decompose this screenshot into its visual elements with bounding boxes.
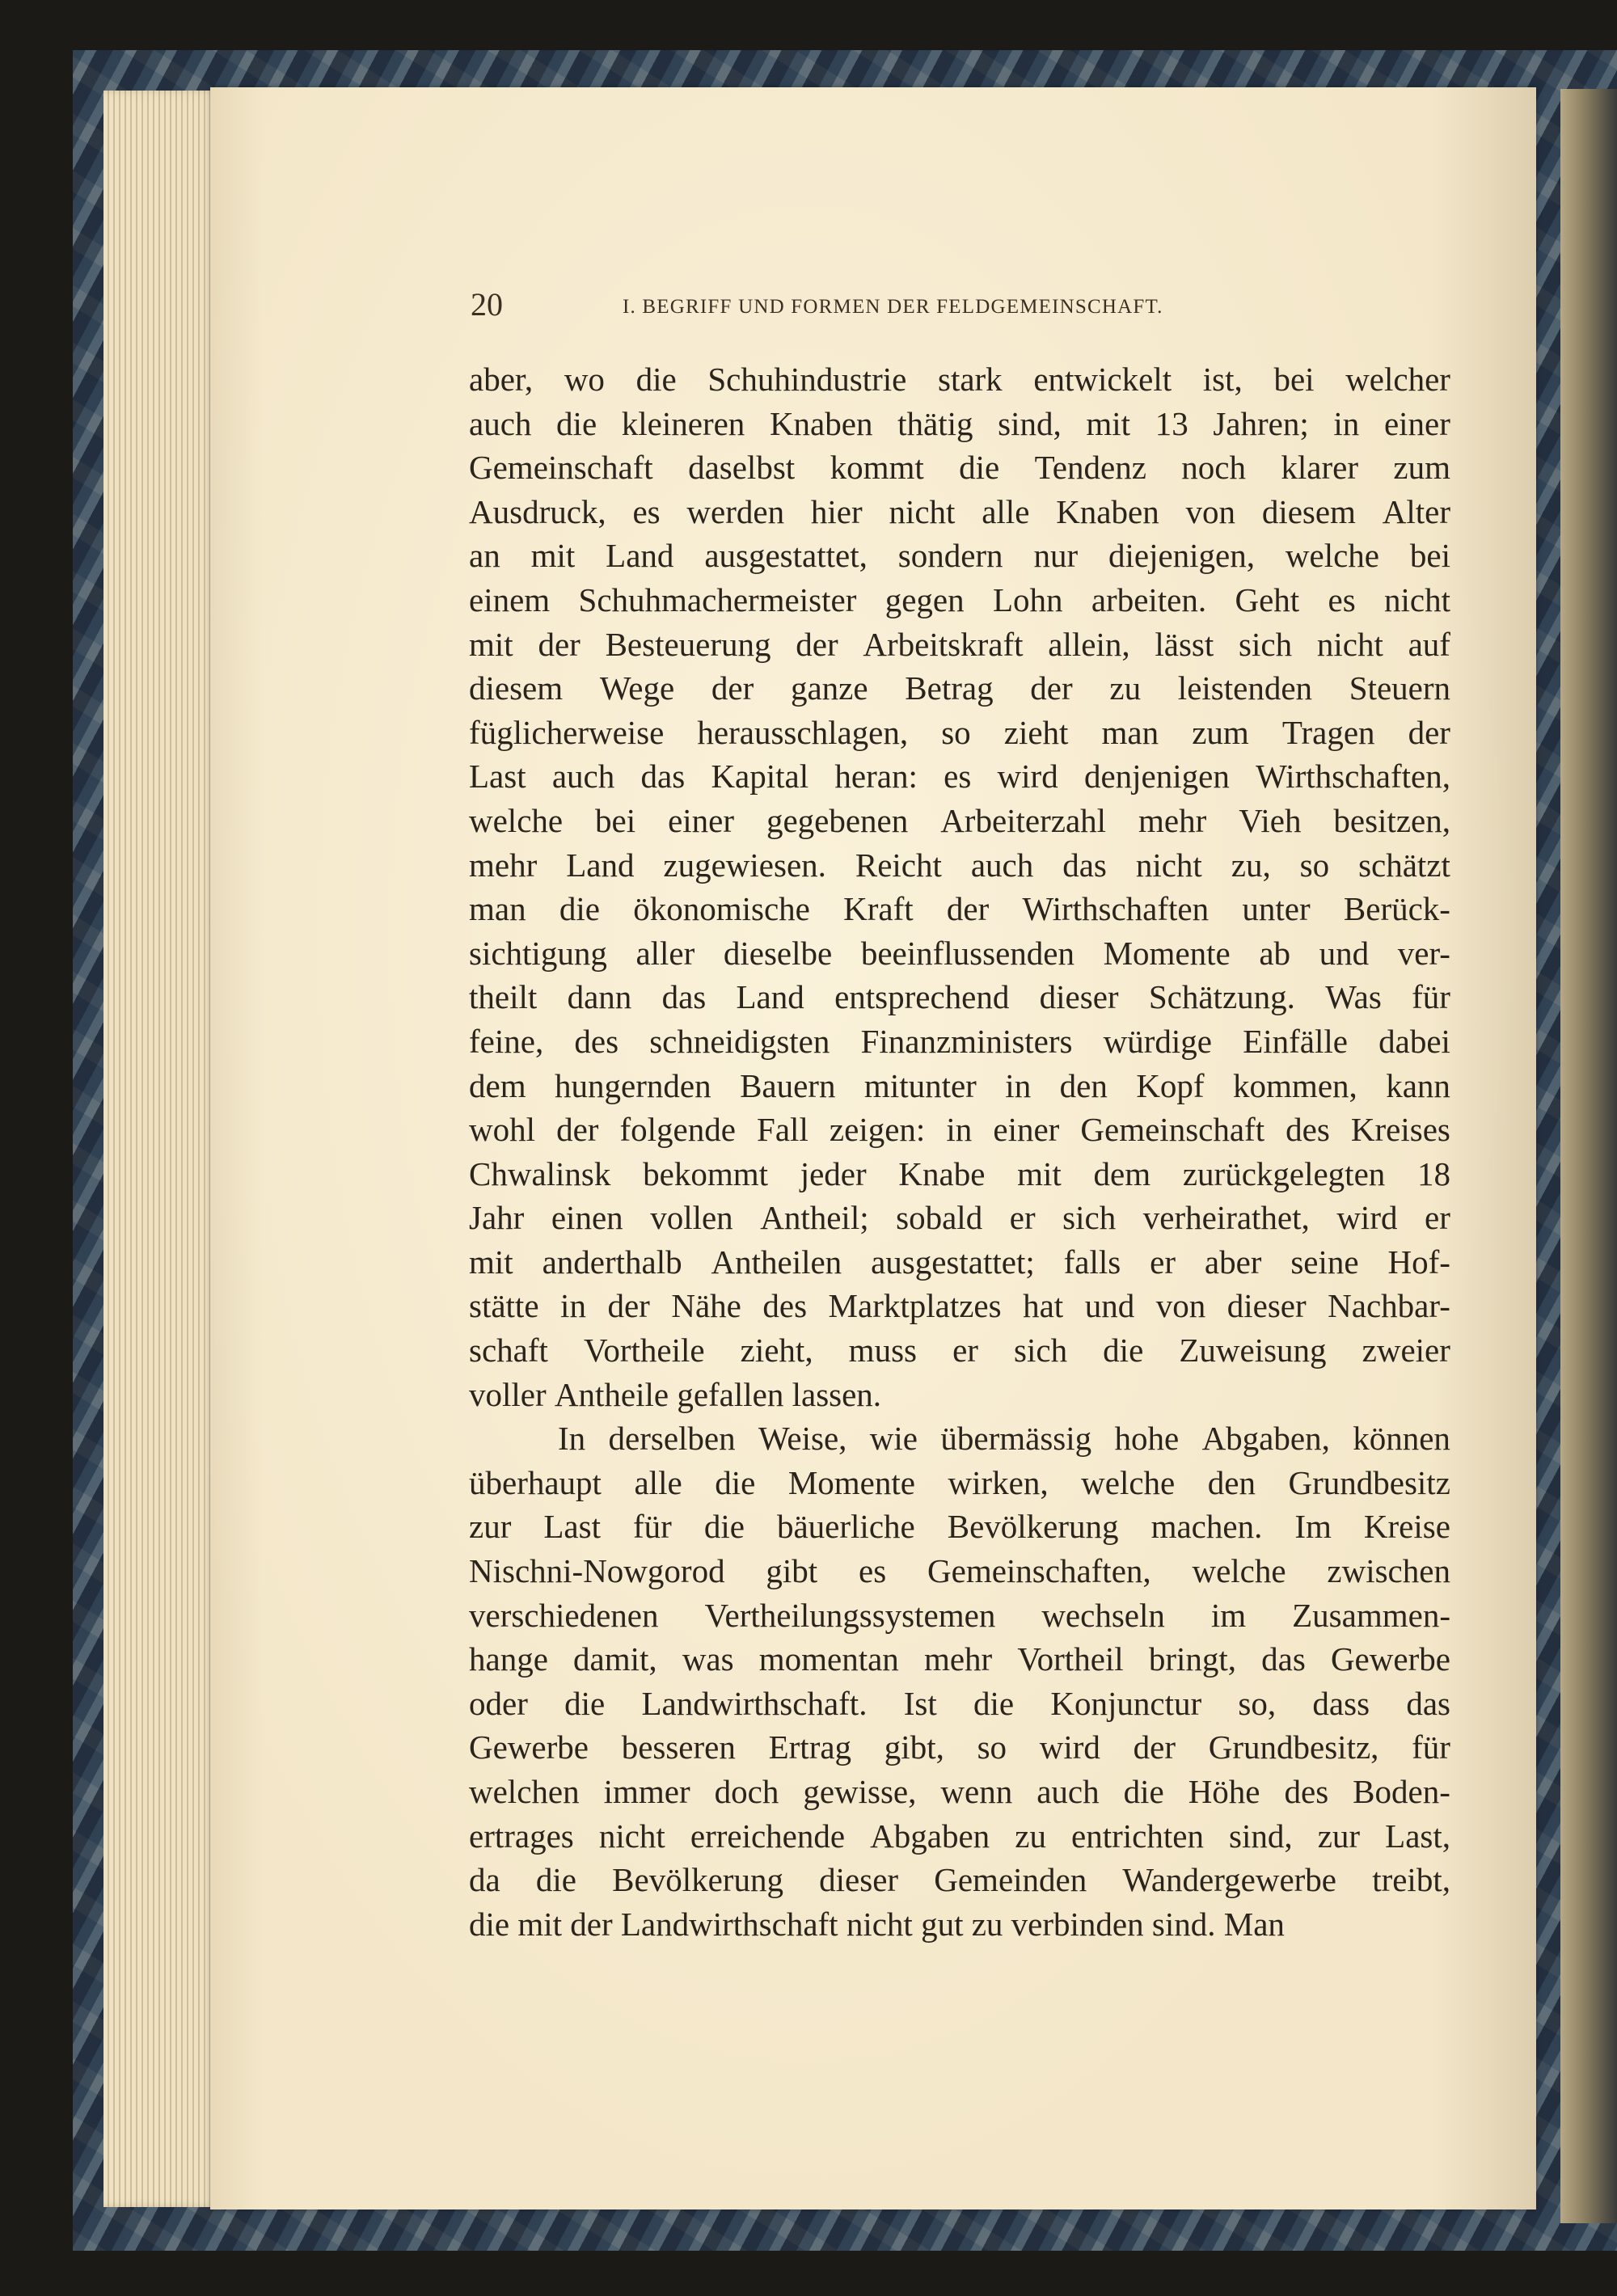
text-line: überhaupt alle die Momente wirken, welche den Grundbesitz <box>469 1463 1450 1501</box>
text-line: feine, des schneidigsten Finanzministers würdige Einfälle dabei <box>469 1022 1450 1060</box>
text-line: einem Schuhmachermeister gegen Lohn arbeiten. Geht es nicht <box>469 580 1450 618</box>
chapter-title: I. BEGRIFF UND FORMEN DER FELDGEMEINSCHAFT. <box>623 296 1163 318</box>
text-line: Jahr einen vollen Antheil; sobald er sich verheirathet, wird er <box>469 1199 1450 1237</box>
text-line: hange damit, was momentan mehr Vortheil bringt, das Gewerbe <box>469 1640 1450 1678</box>
text-line: da die Bevölkerung dieser Gemeinden Wandergewerbe treibt, <box>469 1861 1450 1899</box>
text-line: an mit Land ausgestattet, sondern nur diejenigen, welche bei <box>469 537 1450 575</box>
text-line: Gemeinschaft daselbst kommt die Tendenz noch klarer zum <box>469 449 1450 487</box>
text-line: wohl der folgende Fall zeigen: in einer Gemeinschaft des Kreises <box>469 1111 1450 1149</box>
text-line: sichtigung aller dieselbe beeinflussenden Momente ab und ver- <box>469 934 1450 972</box>
text-line: füglicherweise herausschlagen, so zieht man zum Tragen der <box>469 713 1450 751</box>
text-line: dem hungernden Bauern mitunter in den Kopf kommen, kann <box>469 1066 1450 1104</box>
body-text <box>469 357 1450 1946</box>
text-line: oder die Landwirthschaft. Ist die Konjunctur so, dass das <box>469 1684 1450 1722</box>
text-line: verschiedenen Vertheilungssystemen wechseln im Zusammen- <box>469 1596 1450 1634</box>
text-line: Nischni-Nowgorod gibt es Gemeinschaften, welche zwischen <box>469 1552 1450 1590</box>
text-line: Last auch das Kapital heran: es wird denjenigen Wirthschaften, <box>469 758 1450 796</box>
text-line: In derselben Weise, wie übermässig hohe Abgaben, können <box>558 1420 1450 1458</box>
running-head <box>471 285 1311 325</box>
text-line: schaft Vortheile zieht, muss er sich die Zuweisung zweier <box>469 1332 1450 1370</box>
book-cover-edge <box>1560 89 1617 2223</box>
text-line: ertrages nicht erreichende Abgaben zu entrichten sind, zur Last, <box>469 1817 1450 1855</box>
page-edges <box>103 91 225 2207</box>
text-line: stätte in der Nähe des Marktplatzes hat und von dieser Nachbar- <box>469 1287 1450 1325</box>
text-line: die mit der Landwirthschaft nicht gut zu verbinden sind. Man <box>469 1905 1285 1943</box>
text-line: welchen immer doch gewisse, wenn auch die Höhe des Boden- <box>469 1773 1450 1810</box>
text-line: auch die kleineren Knaben thätig sind, mit 13 Jahren; in einer <box>469 404 1450 442</box>
text-line: diesem Wege der ganze Betrag der zu leistenden Steuern <box>469 669 1450 707</box>
text-line: mit der Besteuerung der Arbeitskraft allein, lässt sich nicht auf <box>469 625 1450 663</box>
text-line: Ausdruck, es werden hier nicht alle Knaben von diesem Alter <box>469 492 1450 530</box>
text-line: aber, wo die Schuhindustrie stark entwickelt ist, bei welcher <box>469 361 1450 398</box>
text-line: Gewerbe besseren Ertrag gibt, so wird der Grundbesitz, für <box>469 1728 1450 1766</box>
text-line: mit anderthalb Antheilen ausgestattet; falls er aber seine Hof- <box>469 1243 1450 1281</box>
text-line: theilt dann das Land entsprechend dieser Schätzung. Was für <box>469 978 1450 1016</box>
text-line: man die ökonomische Kraft der Wirthschaften unter Berück- <box>469 890 1450 928</box>
text-line: mehr Land zugewiesen. Reicht auch das nicht zu, so schätzt <box>469 846 1450 884</box>
text-line: voller Antheile gefallen lassen. <box>469 1375 882 1413</box>
text-line: Chwalinsk bekommt jeder Knabe mit dem zurückgelegten 18 <box>469 1154 1450 1192</box>
text-line: zur Last für die bäuerliche Bevölkerung machen. Im Kreise <box>469 1508 1450 1546</box>
page-number: 20 <box>471 286 503 323</box>
text-line: welche bei einer gegebenen Arbeiterzahl mehr Vieh besitzen, <box>469 801 1450 839</box>
